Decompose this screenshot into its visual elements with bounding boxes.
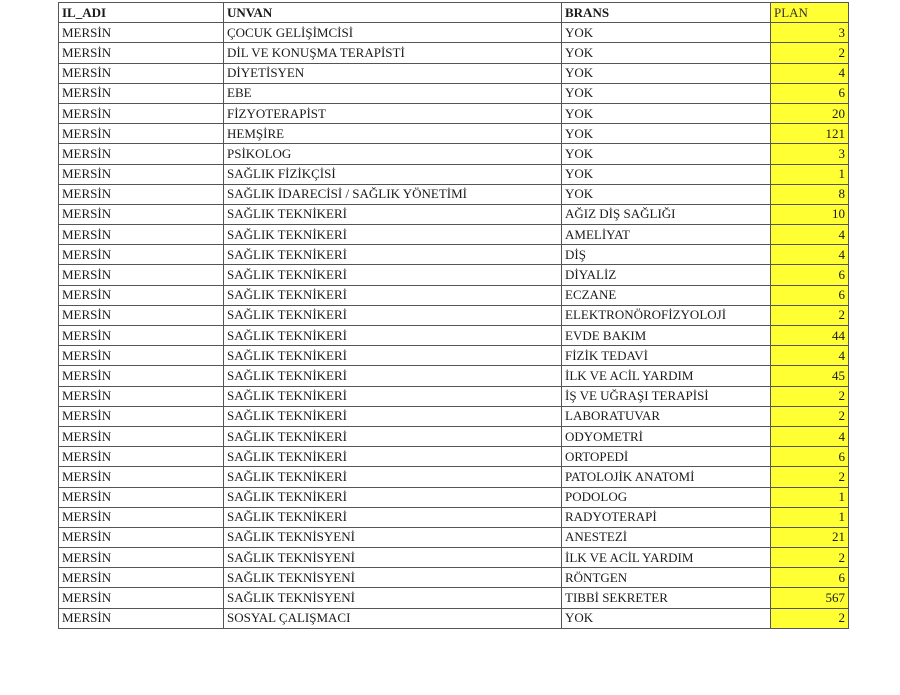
plan-cell: 121 [771, 124, 849, 144]
plan-cell: 6 [771, 285, 849, 305]
brans-cell: YOK [562, 43, 771, 63]
table-row [59, 507, 849, 527]
unvan-cell: SAĞLIK TEKNİKERİ [224, 386, 562, 406]
table-row [59, 103, 849, 123]
table-body [59, 23, 849, 629]
plan-cell: 2 [771, 386, 849, 406]
unvan-cell: SAĞLIK TEKNİSYENİ [224, 548, 562, 568]
table-row [59, 366, 849, 386]
brans-cell: FİZİK TEDAVİ [562, 346, 771, 366]
unvan-cell: SAĞLIK TEKNİKERİ [224, 426, 562, 446]
brans-cell: ORTOPEDİ [562, 447, 771, 467]
table-row [59, 406, 849, 426]
plan-cell: 1 [771, 487, 849, 507]
il-adi-cell: MERSİN [59, 487, 224, 507]
table-row [59, 285, 849, 305]
unvan-cell: SAĞLIK TEKNİSYENİ [224, 527, 562, 547]
il-adi-cell: MERSİN [59, 507, 224, 527]
brans-cell: ECZANE [562, 285, 771, 305]
table-row [59, 467, 849, 487]
column-header-plan: PLAN [771, 3, 849, 23]
plan-cell: 6 [771, 447, 849, 467]
plan-cell: 567 [771, 588, 849, 608]
plan-cell: 2 [771, 406, 849, 426]
il-adi-cell: MERSİN [59, 83, 224, 103]
table-row [59, 548, 849, 568]
table-row [59, 527, 849, 547]
il-adi-cell: MERSİN [59, 305, 224, 325]
il-adi-cell: MERSİN [59, 366, 224, 386]
table-row [59, 63, 849, 83]
plan-table [58, 2, 849, 629]
il-adi-cell: MERSİN [59, 124, 224, 144]
plan-cell: 3 [771, 144, 849, 164]
brans-cell: İLK VE ACİL YARDIM [562, 366, 771, 386]
il-adi-cell: MERSİN [59, 63, 224, 83]
il-adi-cell: MERSİN [59, 225, 224, 245]
unvan-cell: SAĞLIK TEKNİKERİ [224, 487, 562, 507]
table-row [59, 426, 849, 446]
il-adi-cell: MERSİN [59, 245, 224, 265]
brans-cell: ODYOMETRİ [562, 426, 771, 446]
il-adi-cell: MERSİN [59, 548, 224, 568]
il-adi-cell: MERSİN [59, 467, 224, 487]
il-adi-cell: MERSİN [59, 447, 224, 467]
unvan-cell: SAĞLIK TEKNİKERİ [224, 507, 562, 527]
il-adi-cell: MERSİN [59, 406, 224, 426]
il-adi-cell: MERSİN [59, 285, 224, 305]
table-row [59, 588, 849, 608]
brans-cell: YOK [562, 164, 771, 184]
table-row [59, 83, 849, 103]
unvan-cell: SAĞLIK TEKNİKERİ [224, 265, 562, 285]
brans-cell: YOK [562, 83, 771, 103]
brans-cell: LABORATUVAR [562, 406, 771, 426]
table-row [59, 326, 849, 346]
il-adi-cell: MERSİN [59, 43, 224, 63]
unvan-cell: SAĞLIK TEKNİKERİ [224, 447, 562, 467]
brans-cell: YOK [562, 103, 771, 123]
plan-cell: 21 [771, 527, 849, 547]
il-adi-cell: MERSİN [59, 326, 224, 346]
unvan-cell: SAĞLIK TEKNİKERİ [224, 467, 562, 487]
unvan-cell: FİZYOTERAPİST [224, 103, 562, 123]
table-row [59, 184, 849, 204]
brans-cell: YOK [562, 184, 771, 204]
il-adi-cell: MERSİN [59, 588, 224, 608]
header-row [59, 3, 849, 23]
unvan-cell: SAĞLIK TEKNİKERİ [224, 326, 562, 346]
brans-cell: AMELİYAT [562, 225, 771, 245]
unvan-cell: SAĞLIK TEKNİSYENİ [224, 568, 562, 588]
plan-cell: 6 [771, 83, 849, 103]
table-row [59, 265, 849, 285]
brans-cell: EVDE BAKIM [562, 326, 771, 346]
brans-cell: YOK [562, 124, 771, 144]
plan-cell: 2 [771, 548, 849, 568]
table-row [59, 487, 849, 507]
il-adi-cell: MERSİN [59, 204, 224, 224]
unvan-cell: SAĞLIK TEKNİKERİ [224, 366, 562, 386]
il-adi-cell: MERSİN [59, 265, 224, 285]
brans-cell: YOK [562, 23, 771, 43]
plan-cell: 2 [771, 467, 849, 487]
il-adi-cell: MERSİN [59, 386, 224, 406]
column-header-unvan: UNVAN [224, 3, 562, 23]
table-row [59, 43, 849, 63]
unvan-cell: SOSYAL ÇALIŞMACI [224, 608, 562, 628]
brans-cell: YOK [562, 63, 771, 83]
plan-cell: 1 [771, 507, 849, 527]
table-row [59, 124, 849, 144]
unvan-cell: SAĞLIK TEKNİSYENİ [224, 588, 562, 608]
unvan-cell: DİYETİSYEN [224, 63, 562, 83]
table-row [59, 447, 849, 467]
il-adi-cell: MERSİN [59, 103, 224, 123]
table-row [59, 305, 849, 325]
brans-cell: TIBBİ SEKRETER [562, 588, 771, 608]
il-adi-cell: MERSİN [59, 608, 224, 628]
unvan-cell: SAĞLIK TEKNİKERİ [224, 346, 562, 366]
il-adi-cell: MERSİN [59, 23, 224, 43]
table-row [59, 608, 849, 628]
plan-cell: 10 [771, 204, 849, 224]
unvan-cell: SAĞLIK TEKNİKERİ [224, 225, 562, 245]
plan-cell: 4 [771, 346, 849, 366]
plan-cell: 2 [771, 608, 849, 628]
plan-cell: 6 [771, 568, 849, 588]
brans-cell: PATOLOJİK ANATOMİ [562, 467, 771, 487]
brans-cell: İŞ VE UĞRAŞI TERAPİSİ [562, 386, 771, 406]
plan-cell: 4 [771, 225, 849, 245]
unvan-cell: SAĞLIK TEKNİKERİ [224, 245, 562, 265]
plan-cell: 3 [771, 23, 849, 43]
table-row [59, 568, 849, 588]
unvan-cell: SAĞLIK TEKNİKERİ [224, 406, 562, 426]
il-adi-cell: MERSİN [59, 568, 224, 588]
table-row [59, 245, 849, 265]
plan-cell: 44 [771, 326, 849, 346]
brans-cell: İLK VE ACİL YARDIM [562, 548, 771, 568]
il-adi-cell: MERSİN [59, 144, 224, 164]
il-adi-cell: MERSİN [59, 184, 224, 204]
table-row [59, 225, 849, 245]
unvan-cell: SAĞLIK TEKNİKERİ [224, 204, 562, 224]
plan-cell: 45 [771, 366, 849, 386]
plan-cell: 2 [771, 43, 849, 63]
brans-cell: RÖNTGEN [562, 568, 771, 588]
il-adi-cell: MERSİN [59, 527, 224, 547]
table-row [59, 164, 849, 184]
unvan-cell: ÇOCUK GELİŞİMCİSİ [224, 23, 562, 43]
il-adi-cell: MERSİN [59, 426, 224, 446]
unvan-cell: SAĞLIK TEKNİKERİ [224, 285, 562, 305]
unvan-cell: SAĞLIK TEKNİKERİ [224, 305, 562, 325]
il-adi-cell: MERSİN [59, 164, 224, 184]
plan-cell: 4 [771, 245, 849, 265]
plan-cell: 2 [771, 305, 849, 325]
column-header-brans: BRANS [562, 3, 771, 23]
plan-cell: 6 [771, 265, 849, 285]
il-adi-cell: MERSİN [59, 346, 224, 366]
brans-cell: YOK [562, 608, 771, 628]
unvan-cell: PSİKOLOG [224, 144, 562, 164]
unvan-cell: EBE [224, 83, 562, 103]
table-row [59, 346, 849, 366]
brans-cell: ELEKTRONÖROFİZYOLOJİ [562, 305, 771, 325]
plan-cell: 1 [771, 164, 849, 184]
table-row [59, 144, 849, 164]
table-row [59, 23, 849, 43]
brans-cell: AĞIZ DİŞ SAĞLIĞI [562, 204, 771, 224]
plan-cell: 20 [771, 103, 849, 123]
unvan-cell: HEMŞİRE [224, 124, 562, 144]
brans-cell: DİŞ [562, 245, 771, 265]
table-row [59, 386, 849, 406]
brans-cell: ANESTEZİ [562, 527, 771, 547]
column-header-il-adi: IL_ADI [59, 3, 224, 23]
brans-cell: PODOLOG [562, 487, 771, 507]
brans-cell: DİYALİZ [562, 265, 771, 285]
plan-cell: 8 [771, 184, 849, 204]
plan-cell: 4 [771, 63, 849, 83]
brans-cell: RADYOTERAPİ [562, 507, 771, 527]
brans-cell: YOK [562, 144, 771, 164]
unvan-cell: SAĞLIK FİZİKÇİSİ [224, 164, 562, 184]
plan-cell: 4 [771, 426, 849, 446]
unvan-cell: DİL VE KONUŞMA TERAPİSTİ [224, 43, 562, 63]
table-row [59, 204, 849, 224]
unvan-cell: SAĞLIK İDARECİSİ / SAĞLIK YÖNETİMİ [224, 184, 562, 204]
